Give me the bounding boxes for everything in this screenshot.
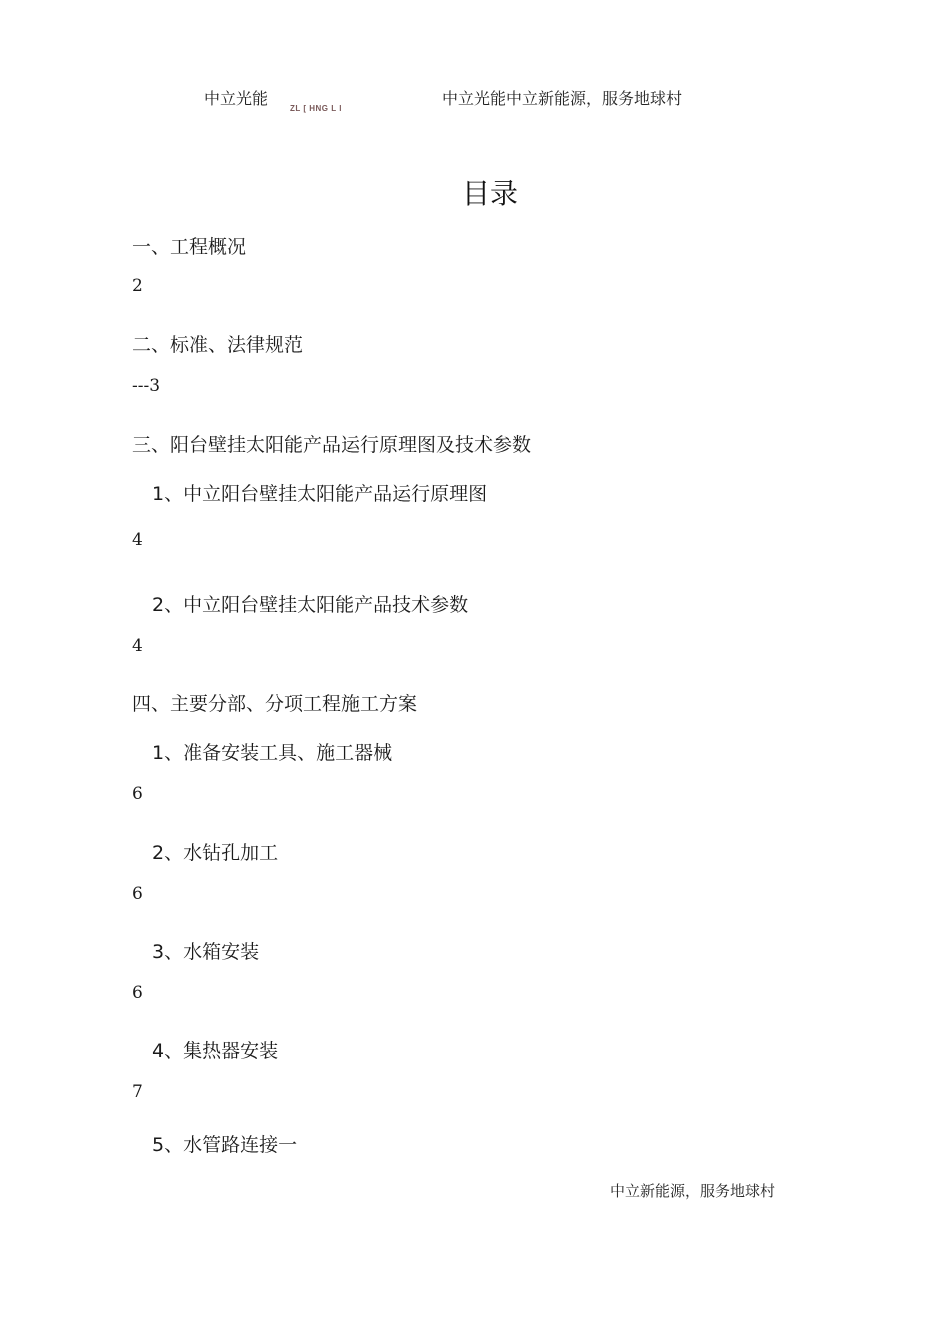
header-slogan: 中立光能中立新能源，服务地球村 (442, 89, 683, 108)
toc-page-number: 4 (132, 530, 143, 550)
toc-page-number: 6 (132, 983, 143, 1003)
toc-item-3-2[interactable]: 2、中立阳台壁挂太阳能产品技术参数 (152, 594, 469, 616)
toc-section-2[interactable]: 二、标准、法律规范 (132, 334, 304, 356)
toc-page-number: 6 (132, 784, 143, 804)
toc-item-4-2[interactable]: 2、水钻孔加工 (152, 842, 279, 864)
header-logo: ZL [ HNG L l (290, 104, 342, 113)
toc-section-3[interactable]: 三、阳台壁挂太阳能产品运行原理图及技术参数 (132, 434, 532, 456)
toc-page-number: 7 (132, 1082, 143, 1102)
toc-page-number: 6 (132, 884, 143, 904)
header-brand: 中立光能 (204, 89, 269, 108)
toc-item-4-4[interactable]: 4、集热器安装 (152, 1040, 279, 1062)
footer-slogan: 中立新能源，服务地球村 (610, 1182, 776, 1200)
toc-page-number: ---3 (132, 376, 161, 396)
toc-page-number: 4 (132, 636, 143, 656)
toc-item-4-1[interactable]: 1、准备安装工具、施工器械 (152, 742, 393, 764)
toc-item-3-1[interactable]: 1、中立阳台壁挂太阳能产品运行原理图 (152, 483, 488, 505)
toc-section-1[interactable]: 一、工程概况 (132, 236, 247, 258)
toc-item-4-5[interactable]: 5、水管路连接一 (152, 1134, 298, 1156)
toc-page-number: 2 (132, 276, 143, 296)
toc-item-4-3[interactable]: 3、水箱安装 (152, 941, 260, 963)
toc-section-4[interactable]: 四、主要分部、分项工程施工方案 (132, 693, 418, 715)
page-title: 目录 (462, 177, 519, 210)
